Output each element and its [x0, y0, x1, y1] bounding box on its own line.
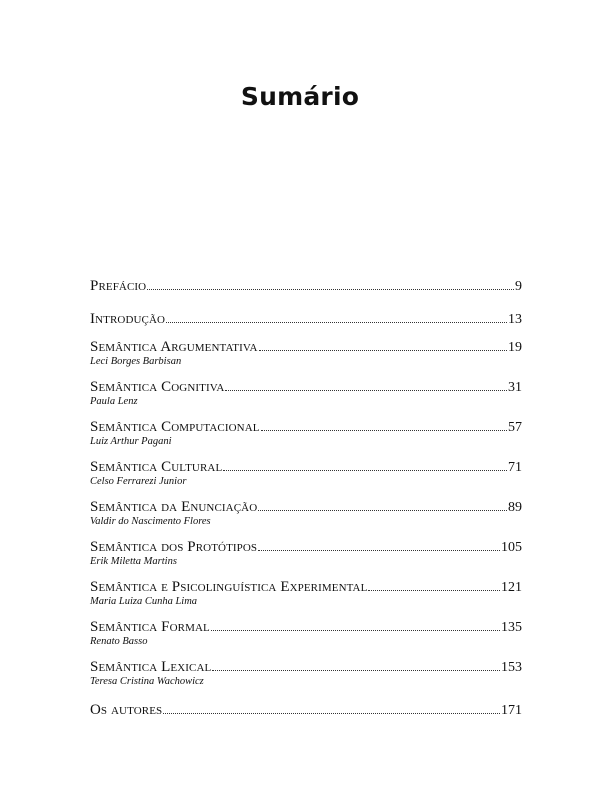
- toc-entry-semantica-computacional: [90, 418, 522, 448]
- toc-line: [90, 498, 522, 516]
- toc-page-number: 121: [501, 580, 522, 595]
- toc-line: [90, 458, 522, 476]
- toc-page-number: 19: [508, 340, 522, 355]
- toc-entry-title: Semântica da Enunciação: [90, 499, 258, 515]
- toc-page-number: 31: [508, 380, 522, 395]
- toc-entry-title: Semântica Computacional: [90, 419, 260, 435]
- toc-entry-title: Semântica Argumentativa: [90, 339, 258, 355]
- toc-line: [90, 277, 522, 295]
- toc-entry-semantica-argumentativa: [90, 338, 522, 368]
- table-of-contents: [90, 277, 522, 719]
- toc-entry-semantica-lexical: [90, 658, 522, 688]
- toc-line: [90, 618, 522, 636]
- toc-entry-title: Semântica Cultural: [90, 459, 223, 475]
- dot-leader: [259, 350, 507, 351]
- dot-leader: [261, 430, 507, 431]
- toc-page-number: 89: [508, 500, 522, 515]
- toc-entry-title: Prefácio: [90, 278, 147, 294]
- toc-page-number: 171: [501, 703, 522, 718]
- toc-line: [90, 378, 522, 396]
- toc-entry-title: Semântica Cognitiva: [90, 379, 225, 395]
- toc-page-number: 153: [501, 660, 522, 675]
- dot-leader: [163, 713, 500, 714]
- dot-leader: [225, 390, 507, 391]
- toc-entry-introducao: [90, 310, 522, 328]
- toc-entry-title: Semântica e Psicolinguística Experimental: [90, 579, 368, 595]
- dot-leader: [211, 630, 500, 631]
- toc-entry-author: Maria Luiza Cunha Lima: [90, 596, 198, 607]
- toc-entry-author: Paula Lenz: [90, 396, 138, 407]
- toc-entry-author: Luiz Arthur Pagani: [90, 436, 172, 447]
- toc-entry-author: Leci Borges Barbisan: [90, 356, 182, 367]
- toc-entry-author: Teresa Cristina Wachowicz: [90, 676, 204, 687]
- toc-entry-title: Os autores: [90, 702, 163, 718]
- toc-page-number: 57: [508, 420, 522, 435]
- toc-entry-author: Valdir do Nascimento Flores: [90, 516, 211, 527]
- dot-leader: [258, 510, 507, 511]
- toc-entry-title: Semântica Lexical: [90, 659, 212, 675]
- toc-line: [90, 701, 522, 719]
- toc-entry-title: Semântica Formal: [90, 619, 210, 635]
- toc-page-number: 135: [501, 620, 522, 635]
- dot-leader: [147, 289, 514, 290]
- toc-entry-semantica-formal: [90, 618, 522, 648]
- dot-leader: [166, 322, 507, 323]
- toc-page-number: 71: [508, 460, 522, 475]
- toc-entry-os-autores: [90, 701, 522, 719]
- dot-leader: [212, 670, 500, 671]
- dot-leader: [368, 590, 500, 591]
- toc-entry-semantica-da-enunciacao: [90, 498, 522, 528]
- dot-leader: [258, 550, 500, 551]
- toc-line: [90, 338, 522, 356]
- toc-line: [90, 310, 522, 328]
- toc-entry-semantica-cognitiva: [90, 378, 522, 408]
- toc-line: [90, 538, 522, 556]
- toc-entry-prefacio: [90, 277, 522, 295]
- toc-line: [90, 578, 522, 596]
- toc-entry-semantica-psicolinguistica: [90, 578, 522, 608]
- toc-entry-semantica-dos-prototipos: [90, 538, 522, 568]
- toc-page-number: 9: [515, 279, 522, 294]
- dot-leader: [223, 470, 507, 471]
- page-title: Sumário: [240, 82, 360, 111]
- toc-entry-title: Introdução: [90, 311, 166, 327]
- toc-line: [90, 418, 522, 436]
- toc-entry-title: Semântica dos Protótipos: [90, 539, 258, 555]
- toc-line: [90, 658, 522, 676]
- toc-entry-author: Renato Basso: [90, 636, 148, 647]
- toc-entry-author: Erik Miletta Martins: [90, 556, 177, 567]
- toc-page-number: 105: [501, 540, 522, 555]
- toc-page-number: 13: [508, 312, 522, 327]
- toc-entry-semantica-cultural: [90, 458, 522, 488]
- toc-entry-author: Celso Ferrarezi Junior: [90, 476, 187, 487]
